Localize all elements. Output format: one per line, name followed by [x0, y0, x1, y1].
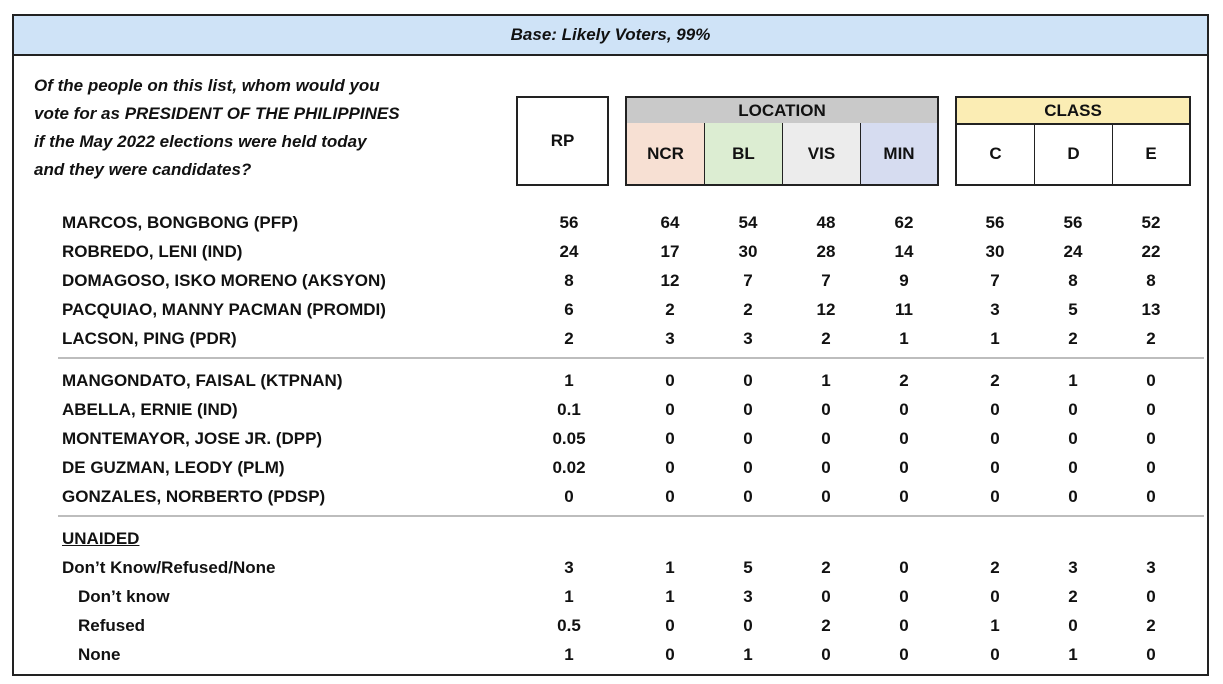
cell-rp: 6	[564, 300, 574, 319]
cell-e: 0	[1146, 400, 1156, 419]
cell-c: 2	[990, 371, 1000, 390]
cell-min: 14	[894, 242, 914, 261]
cell-d: 0	[1068, 400, 1078, 419]
cell-rp: 0.02	[552, 458, 586, 477]
cell-min: 0	[899, 458, 909, 477]
question-line: if the May 2022 elections were held today	[34, 132, 367, 151]
cell-c: 7	[990, 271, 1000, 290]
cell-ncr: 0	[665, 616, 675, 635]
cell-rp: 0.1	[557, 400, 581, 419]
cell-min: 0	[899, 645, 909, 664]
cell-vis: 1	[821, 371, 831, 390]
cell-d: 56	[1063, 213, 1083, 232]
cell-ncr: 0	[665, 645, 675, 664]
ncr-column-header	[627, 123, 705, 184]
cell-bl: 0	[743, 400, 753, 419]
cell-vis: 7	[821, 271, 831, 290]
group-separator	[58, 357, 1204, 359]
cell-bl: 2	[743, 300, 753, 319]
row-label: MONTEMAYOR, JOSE JR. (DPP)	[62, 429, 323, 448]
cell-c: 1	[990, 329, 1000, 348]
table-row	[14, 296, 1207, 324]
cell-e: 2	[1146, 616, 1156, 635]
row-label: MARCOS, BONGBONG (PFP)	[62, 213, 299, 232]
cell-min: 9	[899, 271, 909, 290]
cell-rp: 0.5	[557, 616, 581, 635]
d-column-header	[1035, 123, 1113, 184]
cell-ncr: 12	[660, 271, 680, 290]
cell-ncr: 0	[665, 487, 675, 506]
min-column-header	[861, 123, 937, 184]
cell-rp: 1	[564, 587, 574, 606]
bl-header-label: BL	[732, 143, 755, 163]
table-row	[14, 267, 1207, 295]
cell-bl: 3	[743, 329, 753, 348]
cell-d: 8	[1068, 271, 1078, 290]
cell-vis: 2	[821, 616, 831, 635]
cell-rp: 1	[564, 371, 574, 390]
cell-c: 0	[990, 429, 1000, 448]
question-line: Of the people on this list, whom would you	[34, 76, 380, 95]
cell-c: 0	[990, 458, 1000, 477]
cell-d: 24	[1063, 242, 1083, 261]
row-label: Don’t know	[78, 587, 170, 606]
cell-d: 5	[1068, 300, 1078, 319]
cell-d: 1	[1068, 645, 1078, 664]
table-row	[14, 209, 1207, 237]
cell-bl: 0	[743, 371, 753, 390]
table-row	[14, 325, 1207, 353]
cell-e: 0	[1146, 371, 1156, 390]
cell-e: 0	[1146, 645, 1156, 664]
table-row	[14, 367, 1207, 395]
cell-bl: 0	[743, 616, 753, 635]
cell-vis: 2	[821, 329, 831, 348]
cell-bl: 54	[738, 213, 758, 232]
cell-min: 0	[899, 587, 909, 606]
cell-ncr: 0	[665, 429, 675, 448]
cell-rp: 0.05	[552, 429, 586, 448]
cell-bl: 5	[743, 558, 753, 577]
cell-min: 11	[895, 300, 913, 319]
cell-e: 3	[1146, 558, 1156, 577]
cell-bl: 0	[743, 429, 753, 448]
row-label: DOMAGOSO, ISKO MORENO (AKSYON)	[62, 271, 386, 290]
cell-e: 0	[1146, 587, 1156, 606]
class-subheaders	[955, 123, 1191, 186]
row-label: ROBREDO, LENI (IND)	[62, 242, 243, 261]
cell-d: 0	[1068, 429, 1078, 448]
question-text	[34, 72, 504, 184]
bl-column-header	[705, 123, 783, 184]
cell-vis: 0	[821, 487, 831, 506]
cell-e: 0	[1146, 458, 1156, 477]
cell-vis: 28	[816, 242, 836, 261]
cell-rp: 2	[564, 329, 574, 348]
group-heading: UNAIDED	[62, 529, 140, 548]
e-header-label: E	[1145, 143, 1157, 163]
cell-d: 0	[1068, 616, 1078, 635]
class-header-label: CLASS	[1044, 100, 1102, 120]
cell-c: 3	[990, 300, 1000, 319]
row-label: PACQUIAO, MANNY PACMAN (PROMDI)	[62, 300, 386, 319]
cell-ncr: 0	[665, 400, 675, 419]
cell-vis: 0	[821, 587, 831, 606]
cell-min: 62	[894, 213, 914, 232]
base-label-bar	[14, 16, 1207, 56]
cell-rp: 8	[564, 271, 574, 290]
cell-d: 2	[1068, 587, 1078, 606]
table-row	[14, 454, 1207, 482]
cell-c: 56	[985, 213, 1005, 232]
cell-min: 0	[899, 616, 909, 635]
group-separator	[58, 515, 1204, 517]
cell-e: 2	[1146, 329, 1156, 348]
cell-ncr: 2	[665, 300, 675, 319]
base-label: Base: Likely Voters, 99%	[510, 25, 711, 44]
table-row	[14, 425, 1207, 453]
row-label: MANGONDATO, FAISAL (KTPNAN)	[62, 371, 343, 390]
table-row	[14, 612, 1207, 640]
ncr-header-label: NCR	[647, 143, 684, 163]
cell-rp: 24	[559, 242, 579, 261]
c-header-label: C	[989, 143, 1002, 163]
cell-min: 0	[899, 429, 909, 448]
row-label: DE GUZMAN, LEODY (PLM)	[62, 458, 285, 477]
table-row	[14, 583, 1207, 611]
e-column-header	[1113, 123, 1189, 184]
survey-table-frame	[12, 14, 1209, 676]
location-subheaders	[625, 123, 939, 186]
cell-e: 0	[1146, 429, 1156, 448]
location-header-label: LOCATION	[738, 100, 826, 120]
cell-ncr: 1	[665, 558, 675, 577]
row-label: GONZALES, NORBERTO (PDSP)	[62, 487, 326, 506]
cell-c: 0	[990, 645, 1000, 664]
min-header-label: MIN	[883, 143, 915, 163]
cell-e: 8	[1146, 271, 1156, 290]
d-header-label: D	[1067, 143, 1080, 163]
cell-rp: 3	[564, 558, 574, 577]
c-column-header	[957, 123, 1035, 184]
cell-vis: 0	[821, 400, 831, 419]
vis-header-label: VIS	[807, 143, 836, 163]
cell-c: 2	[990, 558, 1000, 577]
cell-d: 3	[1068, 558, 1078, 577]
cell-ncr: 17	[660, 242, 680, 261]
cell-vis: 0	[821, 645, 831, 664]
table-row	[14, 554, 1207, 582]
cell-e: 52	[1141, 213, 1161, 232]
cell-d: 2	[1068, 329, 1078, 348]
cell-rp: 0	[564, 487, 574, 506]
table-row	[14, 641, 1207, 669]
rp-column-header	[516, 96, 609, 186]
cell-ncr: 1	[665, 587, 675, 606]
cell-e: 22	[1141, 242, 1161, 261]
cell-vis: 48	[816, 213, 836, 232]
row-label: LACSON, PING (PDR)	[62, 329, 237, 348]
cell-bl: 3	[743, 587, 753, 606]
cell-vis: 12	[816, 300, 836, 319]
cell-c: 0	[990, 400, 1000, 419]
cell-e: 0	[1146, 487, 1156, 506]
cell-c: 0	[990, 587, 1000, 606]
cell-vis: 0	[821, 429, 831, 448]
cell-vis: 0	[821, 458, 831, 477]
class-group-header	[955, 96, 1191, 125]
cell-c: 0	[990, 487, 1000, 506]
cell-ncr: 64	[660, 213, 680, 232]
row-label: Refused	[78, 616, 146, 635]
cell-bl: 0	[743, 487, 753, 506]
rp-header-label: RP	[550, 131, 575, 150]
cell-vis: 2	[821, 558, 831, 577]
cell-bl: 0	[743, 458, 753, 477]
table-row	[14, 238, 1207, 266]
cell-bl: 30	[738, 242, 758, 261]
cell-d: 1	[1068, 371, 1078, 390]
cell-min: 1	[899, 329, 909, 348]
cell-e: 13	[1141, 300, 1161, 319]
cell-c: 1	[990, 616, 1000, 635]
cell-bl: 7	[743, 271, 753, 290]
cell-min: 2	[899, 371, 909, 390]
cell-min: 0	[899, 400, 909, 419]
row-label: Don’t Know/Refused/None	[62, 558, 276, 577]
cell-ncr: 3	[665, 329, 675, 348]
cell-min: 0	[899, 558, 909, 577]
row-label: None	[78, 645, 121, 664]
cell-c: 30	[985, 242, 1005, 261]
cell-bl: 1	[743, 645, 753, 664]
cell-rp: 1	[564, 645, 574, 664]
row-label: ABELLA, ERNIE (IND)	[62, 400, 238, 419]
question-line: vote for as PRESIDENT OF THE PHILIPPINES	[34, 104, 400, 123]
cell-ncr: 0	[665, 371, 675, 390]
cell-rp: 56	[559, 213, 579, 232]
location-group-header	[625, 96, 939, 125]
question-line: and they were candidates?	[34, 160, 252, 179]
cell-d: 0	[1068, 458, 1078, 477]
vis-column-header	[783, 123, 861, 184]
table-row	[14, 483, 1207, 511]
cell-d: 0	[1068, 487, 1078, 506]
cell-min: 0	[899, 487, 909, 506]
table-row	[14, 396, 1207, 424]
cell-ncr: 0	[665, 458, 675, 477]
